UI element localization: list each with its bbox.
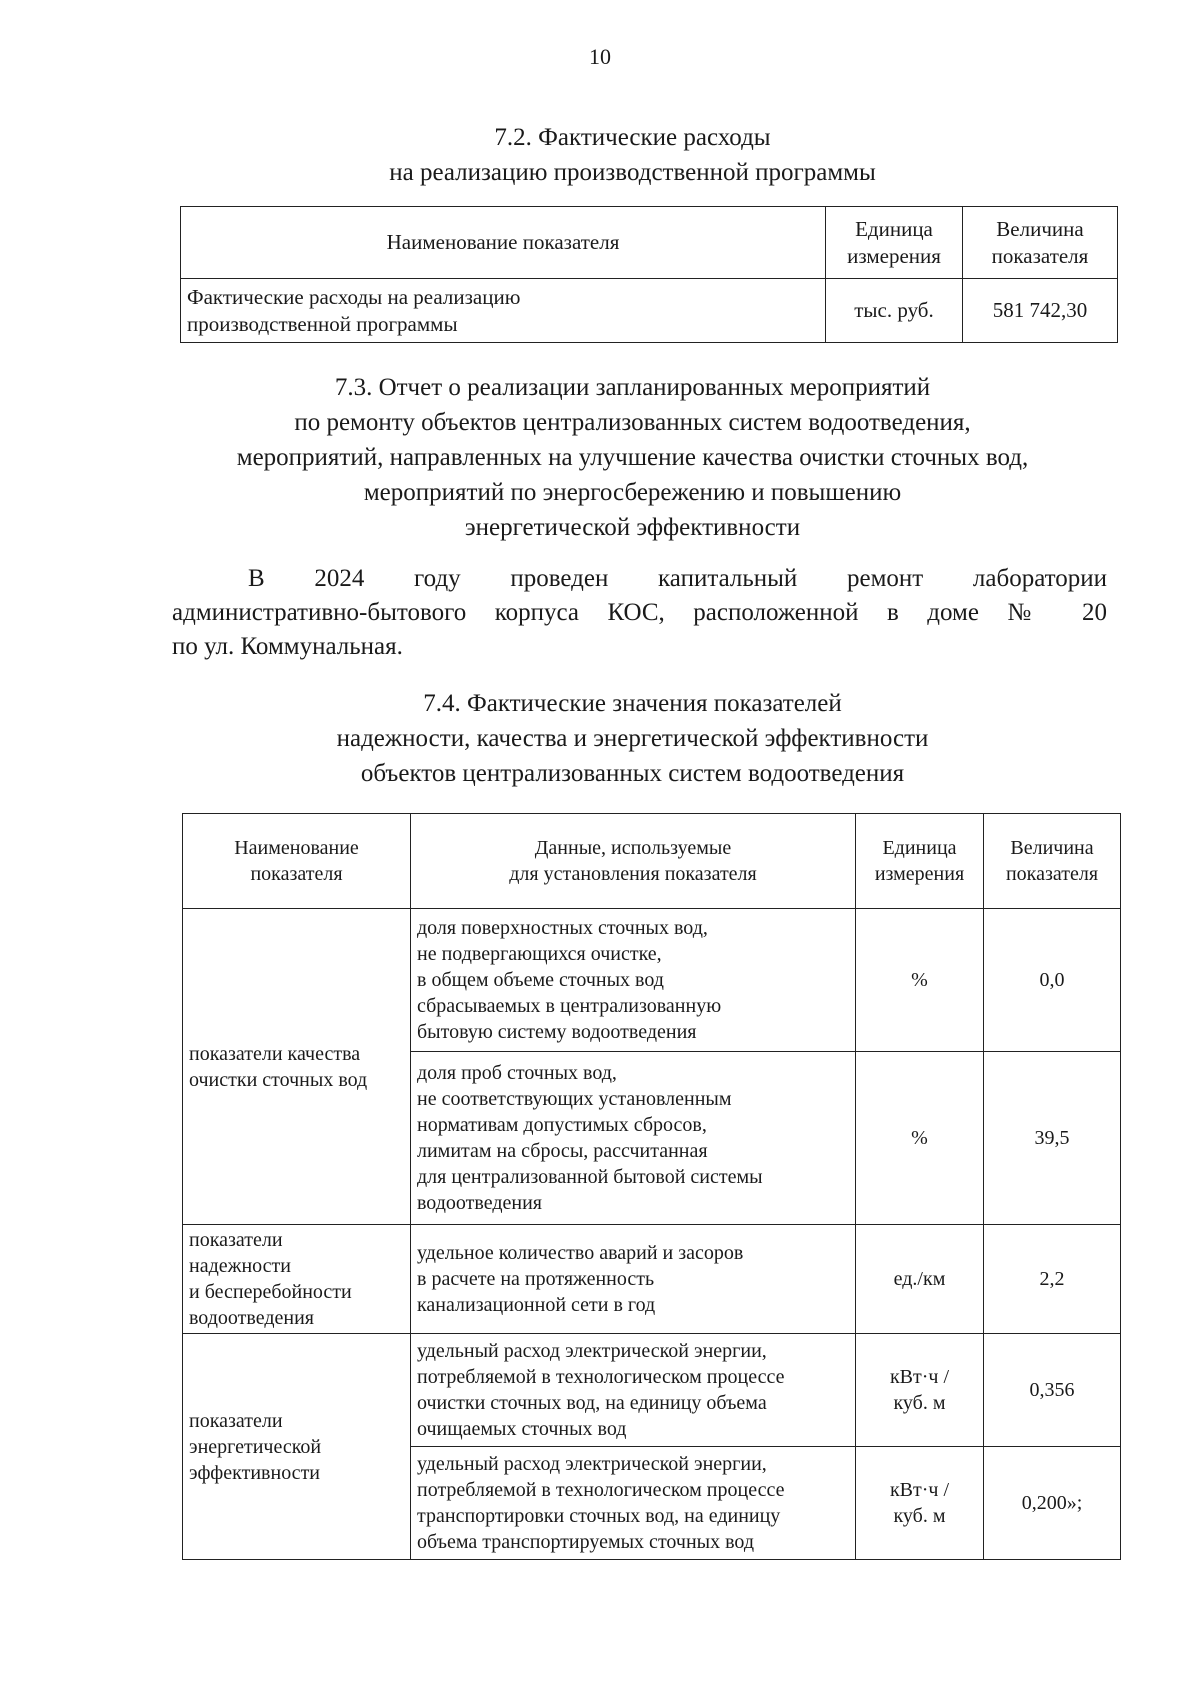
header-unit: Единица измерения bbox=[826, 207, 963, 279]
table-header-row bbox=[181, 207, 1118, 279]
title-line: энергетической эффективности bbox=[464, 514, 801, 541]
cell-value: 581 742,30 bbox=[963, 279, 1118, 343]
cell-unit: кВт·ч / куб. м bbox=[856, 1447, 984, 1560]
cell-indicator-group: показатели энергетической эффективности bbox=[183, 1334, 411, 1560]
header-value: Величина показателя bbox=[984, 814, 1121, 909]
title-line: на реализацию производственной программы bbox=[389, 159, 876, 186]
header-indicator-name: Наименование показателя bbox=[183, 814, 411, 909]
table-header-row bbox=[183, 814, 1121, 909]
title-line: мероприятий по энергосбережению и повышению bbox=[363, 479, 902, 506]
cell-unit: кВт·ч / куб. м bbox=[856, 1334, 984, 1447]
title-line: мероприятий, направленных на улучшение качества очистки сточных вод, bbox=[236, 444, 1029, 471]
cell-data-used: доля проб сточных вод, не соответствующих установленным нормативам допустимых сбросов, лимитам на сбросы, рассчитанная для централизованной бытовой системы водоотведения bbox=[411, 1052, 856, 1225]
cell-unit: % bbox=[856, 909, 984, 1052]
title-line: по ремонту объектов централизованных систем водоотведения, bbox=[294, 409, 971, 436]
production-program-costs-table bbox=[180, 206, 1118, 343]
header-data-used: Данные, используемые для установления показателя bbox=[411, 814, 856, 909]
paragraph-line: В 2024 году проведен капитальный ремонт лаборатории bbox=[248, 565, 1107, 592]
table-row bbox=[183, 1334, 1121, 1447]
cell-value: 0,356 bbox=[984, 1334, 1121, 1447]
title-line: надежности, качества и энергетической эффективности bbox=[336, 725, 929, 752]
section-7-2-title bbox=[150, 120, 1115, 190]
indicators-table bbox=[182, 813, 1121, 1560]
cell-data-used: удельный расход электрической энергии, потребляемой в технологическом процессе транспортировки сточных вод, на единицу объема транспортируемых сточных вод bbox=[411, 1447, 856, 1560]
section-7-3-title bbox=[150, 370, 1115, 545]
cell-unit: тыс. руб. bbox=[826, 279, 963, 343]
cell-indicator-group: показатели качества очистки сточных вод bbox=[183, 909, 411, 1225]
cell-unit: ед./км bbox=[856, 1225, 984, 1334]
cell-indicator-name: Фактические расходы на реализацию производственной программы bbox=[181, 279, 826, 343]
cell-indicator-group: показатели надежности и бесперебойности водоотведения bbox=[183, 1225, 411, 1334]
cell-unit: % bbox=[856, 1052, 984, 1225]
page-number: 10 bbox=[589, 44, 611, 69]
section-7-4-title bbox=[150, 686, 1115, 791]
cell-value: 0,0 bbox=[984, 909, 1121, 1052]
title-line: 7.3. Отчет о реализации запланированных мероприятий bbox=[334, 374, 931, 401]
cell-data-used: удельный расход электрической энергии, потребляемой в технологическом процессе очистки сточных вод, на единицу объема очищаемых сточных вод bbox=[411, 1334, 856, 1447]
cell-value: 0,200»; bbox=[984, 1447, 1121, 1560]
table-row bbox=[183, 909, 1121, 1052]
cell-data-used: доля поверхностных сточных вод, не подвергающихся очистке, в общем объеме сточных вод сбрасываемых в централизованную бытовую систему водоотведения bbox=[411, 909, 856, 1052]
repair-report-paragraph bbox=[172, 562, 1107, 664]
cell-value: 39,5 bbox=[984, 1052, 1121, 1225]
table-row bbox=[181, 279, 1118, 343]
header-value: Величина показателя bbox=[963, 207, 1118, 279]
cell-value: 2,2 bbox=[984, 1225, 1121, 1334]
header-indicator-name: Наименование показателя bbox=[181, 207, 826, 279]
cell-data-used: удельное количество аварий и засоров в расчете на протяженность канализационной сети в год bbox=[411, 1225, 856, 1334]
title-line: 7.4. Фактические значения показателей bbox=[423, 690, 842, 717]
title-line: 7.2. Фактические расходы bbox=[494, 124, 771, 151]
table-row bbox=[183, 1225, 1121, 1334]
header-unit: Единица измерения bbox=[856, 814, 984, 909]
title-line: объектов централизованных систем водоотведения bbox=[360, 760, 905, 787]
paragraph-line: по ул. Коммунальная. bbox=[172, 633, 403, 660]
paragraph-line: административно-бытового корпуса КОС, расположенной в доме № 20 bbox=[172, 599, 1107, 626]
